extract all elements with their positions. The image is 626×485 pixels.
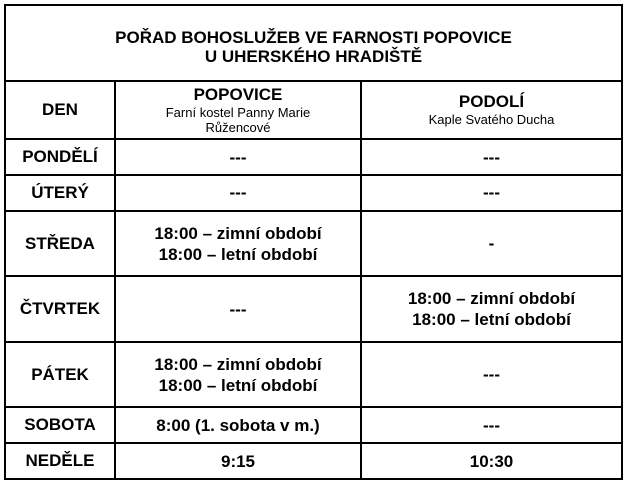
time-entry: 18:00 – zimní období <box>407 289 576 309</box>
time-entry: --- <box>229 147 247 167</box>
popovice-column-header <box>115 81 361 139</box>
table-row <box>5 443 622 479</box>
day-cell: PÁTEK <box>5 342 115 408</box>
popovice-church: Farní kostel Panny Marie Růžencové <box>165 104 311 135</box>
time-entry: --- <box>229 299 247 319</box>
time-entry: --- <box>483 183 500 203</box>
header-row <box>5 81 622 139</box>
day-cell: ÚTERÝ <box>5 175 115 211</box>
popovice-cell <box>115 342 361 408</box>
table-row <box>5 211 622 277</box>
time-entry: 9:15 <box>220 451 256 471</box>
time-entry: 10:30 <box>469 451 514 471</box>
time-entry: 18:00 – letní období <box>158 244 318 264</box>
day-column-header: DEN <box>5 81 115 139</box>
time-entry: 8:00 (1. sobota v m.) <box>156 415 320 435</box>
time-entry: 18:00 – letní období <box>412 310 571 330</box>
title-row <box>5 5 622 81</box>
time-entry: --- <box>483 415 500 435</box>
podoli-column-header <box>361 81 622 139</box>
podoli-cell <box>361 407 622 443</box>
time-entry: --- <box>483 147 500 167</box>
popovice-cell <box>115 139 361 175</box>
time-entry: 18:00 – zimní období <box>154 223 322 243</box>
title-line-2: U UHERSKÉHO HRADIŠTĚ <box>204 46 423 66</box>
table-row <box>5 407 622 443</box>
title-line-1: POŘAD BOHOSLUŽEB VE FARNOSTI POPOVICE <box>115 27 512 47</box>
time-entry: 18:00 – letní období <box>158 375 318 395</box>
popovice-cell <box>115 276 361 342</box>
day-cell: NEDĚLE <box>5 443 115 479</box>
time-entry: 18:00 – zimní období <box>154 354 322 374</box>
popovice-cell <box>115 407 361 443</box>
popovice-cell <box>115 211 361 277</box>
day-cell: ČTVRTEK <box>5 276 115 342</box>
day-cell: PONDĚLÍ <box>5 139 115 175</box>
time-entry: --- <box>229 183 247 203</box>
podoli-cell <box>361 443 622 479</box>
time-entry: - <box>488 234 495 253</box>
podoli-name: PODOLÍ <box>458 92 525 112</box>
table-row <box>5 175 622 211</box>
mass-schedule-table <box>4 4 623 480</box>
table-row <box>5 342 622 408</box>
popovice-cell <box>115 175 361 211</box>
podoli-cell <box>361 139 622 175</box>
day-cell: SOBOTA <box>5 407 115 443</box>
time-entry: --- <box>483 365 500 385</box>
day-cell: STŘEDA <box>5 211 115 277</box>
podoli-cell <box>361 211 622 277</box>
schedule-title <box>5 5 622 81</box>
podoli-cell <box>361 175 622 211</box>
podoli-chapel: Kaple Svatého Ducha <box>428 112 555 128</box>
podoli-cell <box>361 276 622 342</box>
popovice-cell <box>115 443 361 479</box>
table-row <box>5 276 622 342</box>
popovice-name: POPOVICE <box>193 84 283 104</box>
table-row <box>5 139 622 175</box>
podoli-cell <box>361 342 622 408</box>
